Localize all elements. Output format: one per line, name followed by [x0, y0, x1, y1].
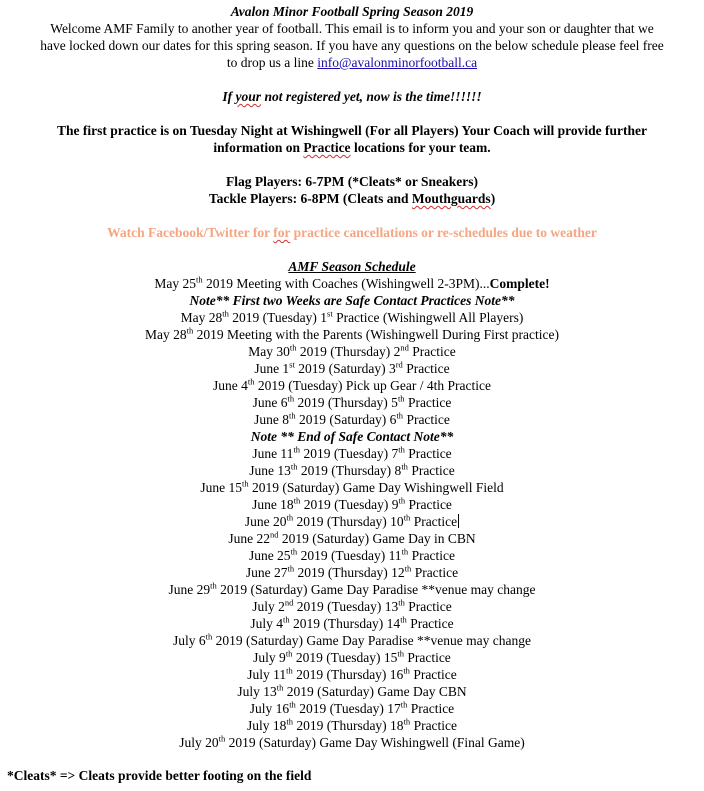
schedule-row: July 13th 2019 (Saturday) Game Day CBN [237, 682, 467, 699]
schedule-row: May 25th 2019 Meeting with Coaches (Wishingwell 2-3PM)...Complete! [154, 274, 550, 291]
spellcheck-word: for [273, 225, 291, 240]
schedule-row: July 6th 2019 (Saturday) Game Day Paradise **venue may change [173, 631, 531, 648]
intro-line-2: have locked down our dates for this spring season. If you have any questions on the below schedule please feel free [40, 38, 664, 53]
schedule-row: June 25th 2019 (Tuesday) 11th Practice [248, 546, 456, 563]
intro-line-1: Welcome AMF Family to another year of football. This email is to inform you and your son or daughter that we [50, 21, 654, 36]
schedule-row: July 9th 2019 (Tuesday) 15th Practice [253, 648, 451, 665]
watch-social-notice: Watch Facebook/Twitter for for practice cancellations or re-schedules due to weather [107, 225, 597, 240]
cleats-footnote: *Cleats* => Cleats provide better footing on the field [7, 768, 312, 783]
schedule-row: June 15th 2019 (Saturday) Game Day Wishingwell Field [200, 478, 504, 495]
text-cursor [458, 514, 459, 528]
first-practice-line-1: The first practice is on Tuesday Night at Wishingwell (For all Players) Your Coach will provide further [56, 123, 647, 138]
schedule-row: June 6th 2019 (Thursday) 5th Practice [252, 393, 452, 410]
schedule-row: July 20th 2019 (Saturday) Game Day Wishingwell (Final Game) [179, 733, 525, 750]
schedule-row: July 2nd 2019 (Tuesday) 13th Practice [252, 597, 452, 614]
schedule-row: June 22nd 2019 (Saturday) Game Day in CBN [228, 529, 476, 546]
schedule-row: July 4th 2019 (Thursday) 14th Practice [250, 614, 454, 631]
schedule-row: June 1st 2019 (Saturday) 3rd Practice [254, 359, 450, 376]
email-link[interactable]: info@avalonminorfootball.ca [317, 55, 478, 70]
flag-players-time: Flag Players: 6-7PM (*Cleats* or Sneakers) [225, 174, 479, 189]
schedule-row: June 11th 2019 (Tuesday) 7th Practice [252, 444, 452, 461]
schedule-row: July 11th 2019 (Thursday) 16th Practice [247, 665, 457, 682]
schedule-row: June 29th 2019 (Saturday) Game Day Paradise **venue may change [168, 580, 536, 597]
registration-reminder: If your not registered yet, now is the time!!!!!! [222, 89, 482, 104]
schedule-row: July 16th 2019 (Tuesday) 17th Practice [249, 699, 455, 716]
schedule-row: May 28th 2019 Meeting with the Parents (Wishingwell During First practice) [144, 325, 559, 342]
spellcheck-word: Mouthguards [411, 191, 491, 206]
schedule-row: May 30th 2019 (Thursday) 2nd Practice [248, 342, 456, 359]
schedule-row: June 27th 2019 (Thursday) 12th Practice [245, 563, 459, 580]
schedule-row: June 20th 2019 (Thursday) 10th Practice [244, 512, 458, 529]
spellcheck-word: Practice [303, 140, 351, 155]
tackle-players-time: Tackle Players: 6-8PM (Cleats and Mouthguards) [208, 191, 496, 206]
safe-contact-note: Note** First two Weeks are Safe Contact Practices Note** [189, 293, 515, 308]
schedule-row: June 8th 2019 (Saturday) 6th Practice [254, 410, 450, 427]
schedule-row: July 18th 2019 (Thursday) 18th Practice [246, 716, 458, 733]
schedule-row: June 4th 2019 (Tuesday) Pick up Gear / 4th Practice [213, 376, 491, 393]
schedule-row: May 28th 2019 (Tuesday) 1st Practice (Wishingwell All Players) [180, 308, 524, 325]
spellcheck-word: your [235, 89, 262, 104]
schedule-row: June 13th 2019 (Thursday) 8th Practice [249, 461, 455, 478]
schedule-row: June 18th 2019 (Tuesday) 9th Practice [252, 495, 452, 512]
first-practice-line-2: information on Practice locations for your team. [213, 140, 491, 155]
intro-line-3: to drop us a line info@avalonminorfootball.ca [226, 55, 478, 70]
end-safe-contact-note: Note ** End of Safe Contact Note** [250, 429, 454, 444]
document-title: Avalon Minor Football Spring Season 2019 [230, 4, 474, 19]
schedule-title: AMF Season Schedule [288, 259, 416, 274]
